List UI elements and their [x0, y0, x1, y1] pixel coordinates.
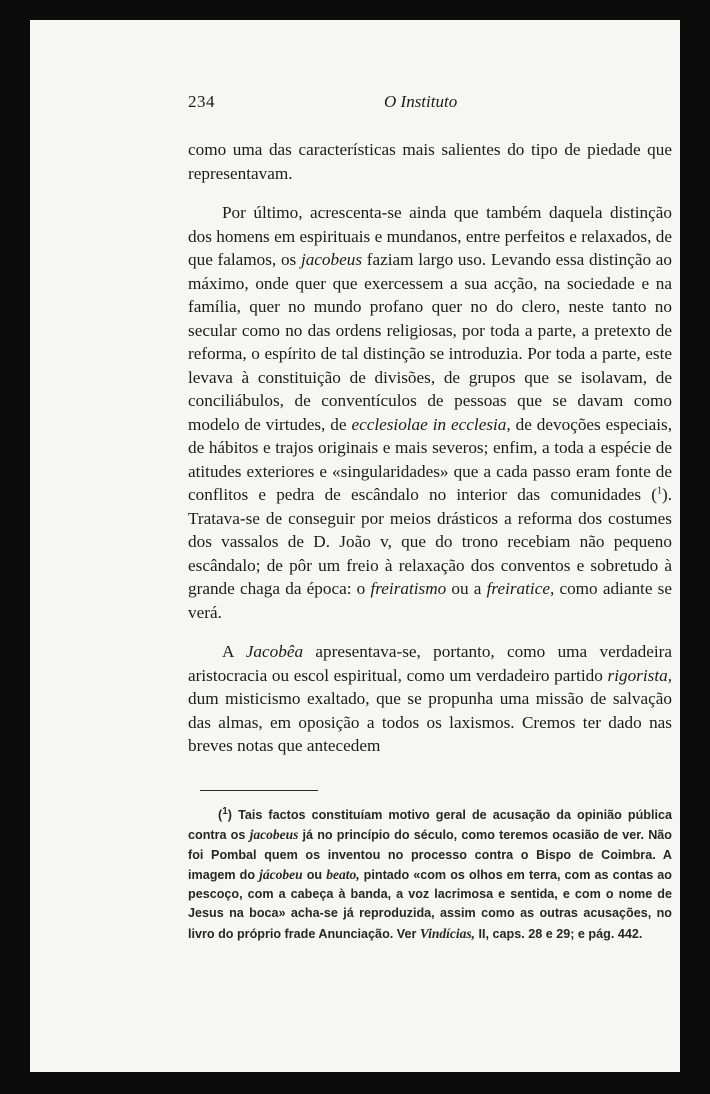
text-run: ou a [446, 579, 487, 598]
paragraph-3 [188, 640, 672, 758]
text-run: II, caps. 28 e 29; e pág. 442. [475, 926, 643, 941]
text-run: Tais factos constituíam motivo geral de acusação da opinião pública contra os [188, 808, 672, 843]
italic-term: ecclesiolae in ecclesia, [351, 414, 511, 434]
italic-term: freiratismo [370, 579, 447, 598]
text-run: faziam largo uso. Levando essa distinção ao máximo, onde quer que exercessem a sua acção, na sociedade e na família, quer no mundo profano quer no do clero, neste tanto no secular como no das ordens religiosas, por toda a parte, a pretexto de reforma, o espírito de tal distinção se introduzia. Por toda a parte, este levava à constituição de divisões, de grupos que se isolavam, de conciliábulos, de conventículos de pessoas que se davam como modelo de virtudes, de [188, 250, 672, 434]
running-title: O Instituto [384, 92, 458, 111]
footnote-divider [200, 790, 318, 791]
text-run: Por último, acrescenta-se ainda que também daquela distinção dos homens em espirituais e mundanos, entre perfeitos e relaxados, de que falamos, os [188, 203, 672, 269]
text-run: como adiante se verá. [188, 579, 672, 622]
footnote-reference: 1 [656, 485, 662, 497]
text-run: ou [302, 867, 327, 882]
italic-term: jácobeu [259, 866, 303, 882]
italic-term: beato, [326, 866, 360, 882]
footnotes [188, 806, 672, 944]
text-run: de devoções especiais, de hábitos e trajos originais e mais severos; enfim, a toda a espécie de atitudes exteriores e «singularidades» que a cada passo eram fonte de conflitos e pedra de escândalo no interior das comunidades ( [188, 414, 673, 504]
paragraph-2 [188, 201, 672, 624]
page-header [188, 92, 670, 116]
text-run: pintado «com os olhos em terra, com as contas ao pescoço, com a cabeça à banda, a voz lacrimosa e sentida, e com o nome de Jesus na boca» acha-se já reproduzida, assim como as outras acusações, no livro do próprio frade Anunciação. Ver [188, 867, 672, 941]
text-run: já no princípio do século, como teremos ocasião de ver. Não foi Pombal quem os inventou no processo contra o Bispo de Coimbra. A imagem do [188, 828, 672, 882]
book-page [30, 20, 680, 1072]
text-run: A [222, 642, 246, 661]
footnote-1: ($^1$) Tais factos constituíam motivo geral de acusação da opinião pública contra os jacobeus já no princípio do século, como teremos ocasião de ver. Não foi Pombal quem os inventou no processo contra o Bispo de Coimbra. A imagem do jácobeu ou beato, pintado «com os olhos em terra, com as contas ao pescoço, com a cabeça à banda, a voz lacrimosa e sentida, e com o nome de Jesus na boca» acha-se já reproduzida, assim como as outras acusações, no livro do próprio frade Anunciação. Ver Vindícias, II, caps. 28 e 29; e pág. 442. [188, 805, 672, 941]
text-run: dum misticismo exaltado, que se propunha uma missão de salvação das almas, em oposição a todos os laxismos. Cremos ter dado nas breves notas que antecedem [188, 689, 672, 755]
italic-term: jacobeus [300, 250, 363, 269]
italic-term: freiratice, [486, 579, 555, 598]
main-text [188, 138, 672, 758]
paragraph-continuation: como uma das características mais salientes do tipo de piedade que representavam. [188, 140, 672, 183]
page-number: 234 [188, 92, 215, 111]
italic-term: Jacobêa [245, 642, 304, 661]
footnote-marker: 1 [222, 805, 228, 817]
italic-term: rigorista, [607, 665, 672, 685]
italic-term: jacobeus [249, 827, 299, 843]
text-run: apresentava-se, portanto, como uma verdadeira aristocracia ou escol espiritual, como um verdadeiro partido [188, 642, 672, 685]
text-run: ). Tratava-se de conseguir por meios drásticos a reforma dos costumes dos vassalos de D. João v, que do trono recebiam não pequeno escândalo; de pôr um freio à relaxação dos conventos e sobretudo à grande chaga da época: o [188, 485, 672, 598]
italic-term: Vindícias, [419, 925, 476, 941]
